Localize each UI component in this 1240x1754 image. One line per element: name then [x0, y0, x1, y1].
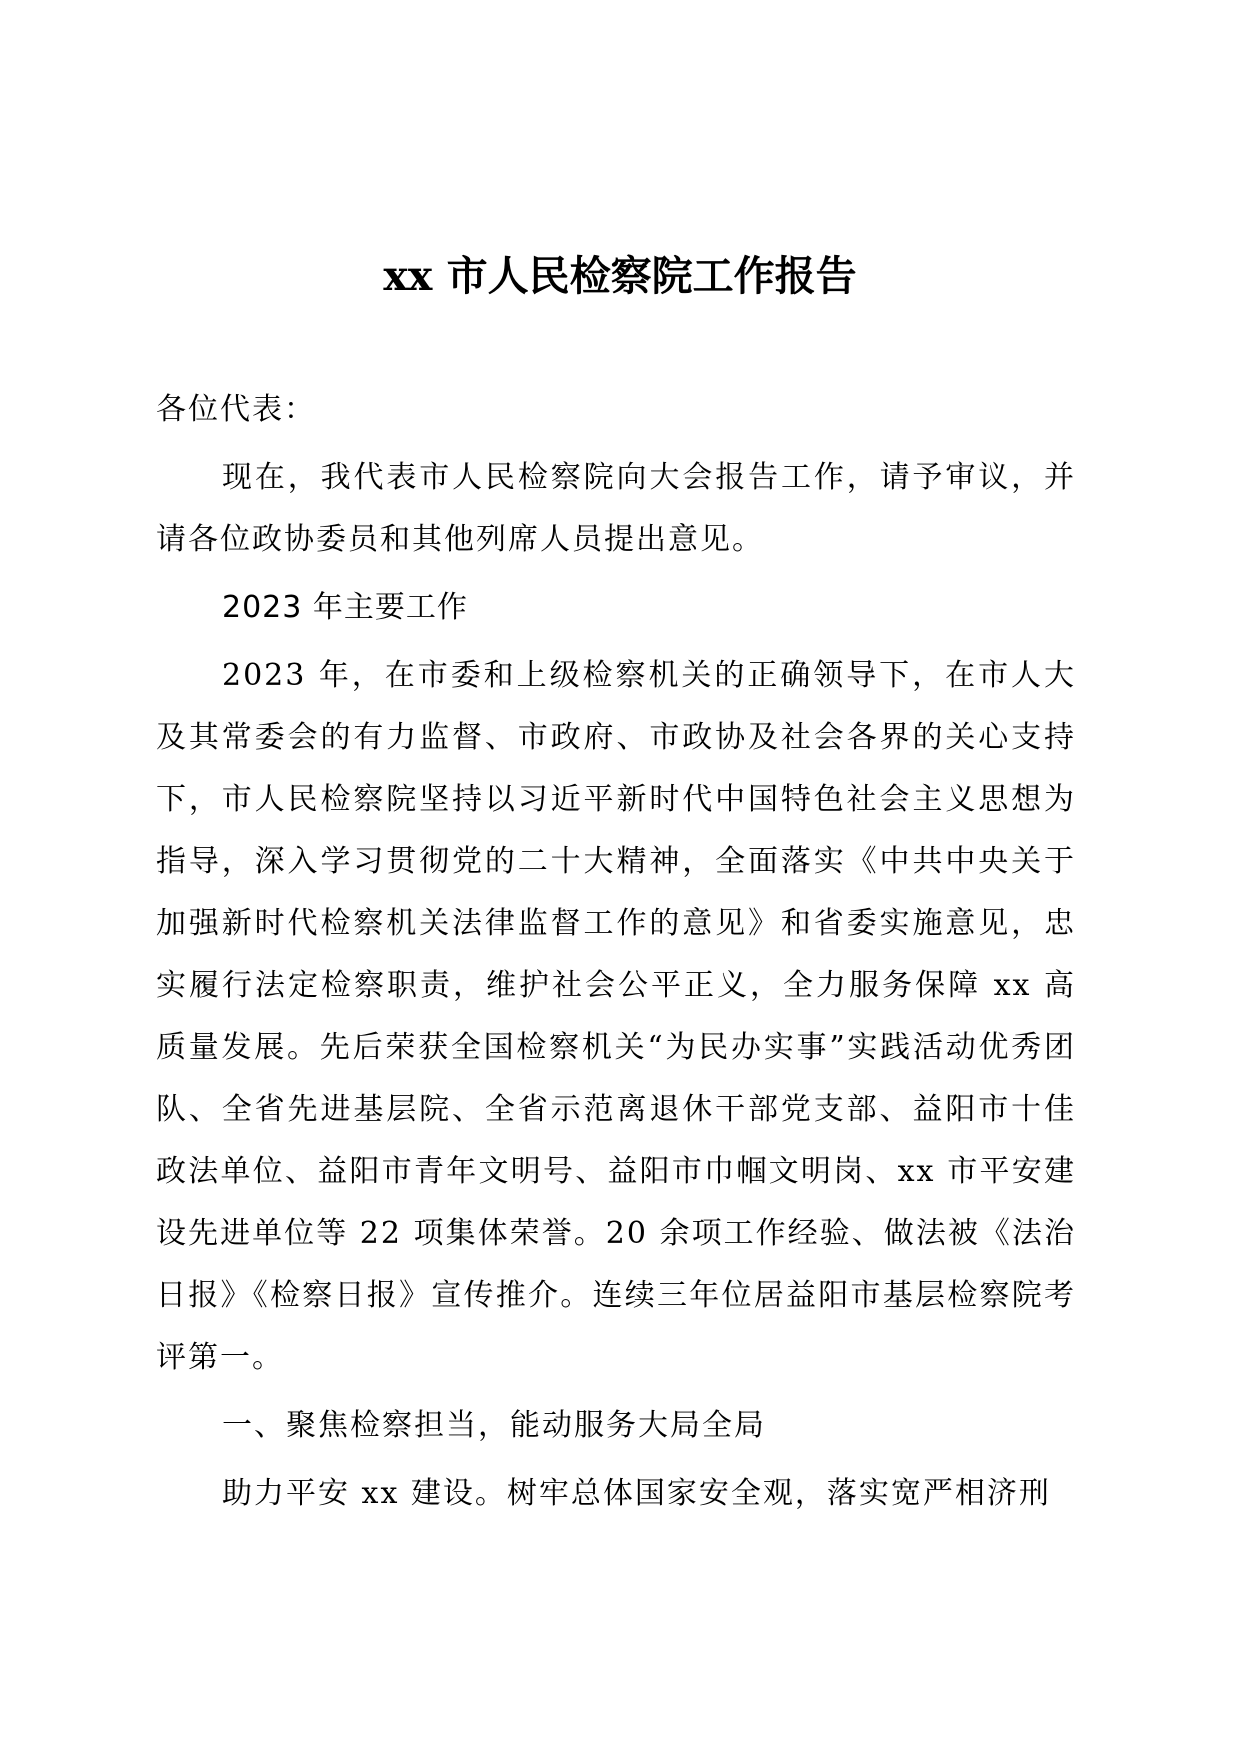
work-summary-paragraph: 2023 年，在市委和上级检察机关的正确领导下，在市人大及其常委会的有力监督、市政府、市政协及社会各界的关心支持下，市人民检察院坚持以习近平新时代中国特色社会主义思想为指导，深入学习贯彻党的二十大精神，全面落实《中共中央关于加强新时代检察机关法律监督工作的意见》和省委实施意见，忠实履行法定检察职责，维护社会公平正义，全力服务保障 xx 高质量发展。先后荣获全国检察机关“为民办实事”实践活动优秀团队、全省先进基层院、全省示范离退休干部党支部、益阳市十佳政法单位、益阳市青年文明号、益阳市巾帼文明岗、xx 市平安建设先进单位等 22 项集体荣誉。20 余项工作经验、做法被《法治日报》《检察日报》宣传推介。连续三年位居益阳市基层检察院考评第一。 [156, 658, 1076, 1375]
document-body [156, 379, 1076, 1525]
section-heading-2023: 2023 年主要工作 [222, 590, 468, 625]
section-heading-one: 一、聚焦检察担当，能动服务大局全局 [222, 1408, 766, 1443]
document-title: xx 市人民检察院工作报告 [383, 252, 857, 300]
section-one-paragraph: 助力平安 xx 建设。树牢总体国家安全观，落实宽严相济刑 [222, 1476, 1051, 1511]
salutation: 各位代表： [156, 392, 316, 427]
opening-paragraph: 现在，我代表市人民检察院向大会报告工作，请予审议，并请各位政协委员和其他列席人员提出意见。 [156, 460, 1076, 557]
